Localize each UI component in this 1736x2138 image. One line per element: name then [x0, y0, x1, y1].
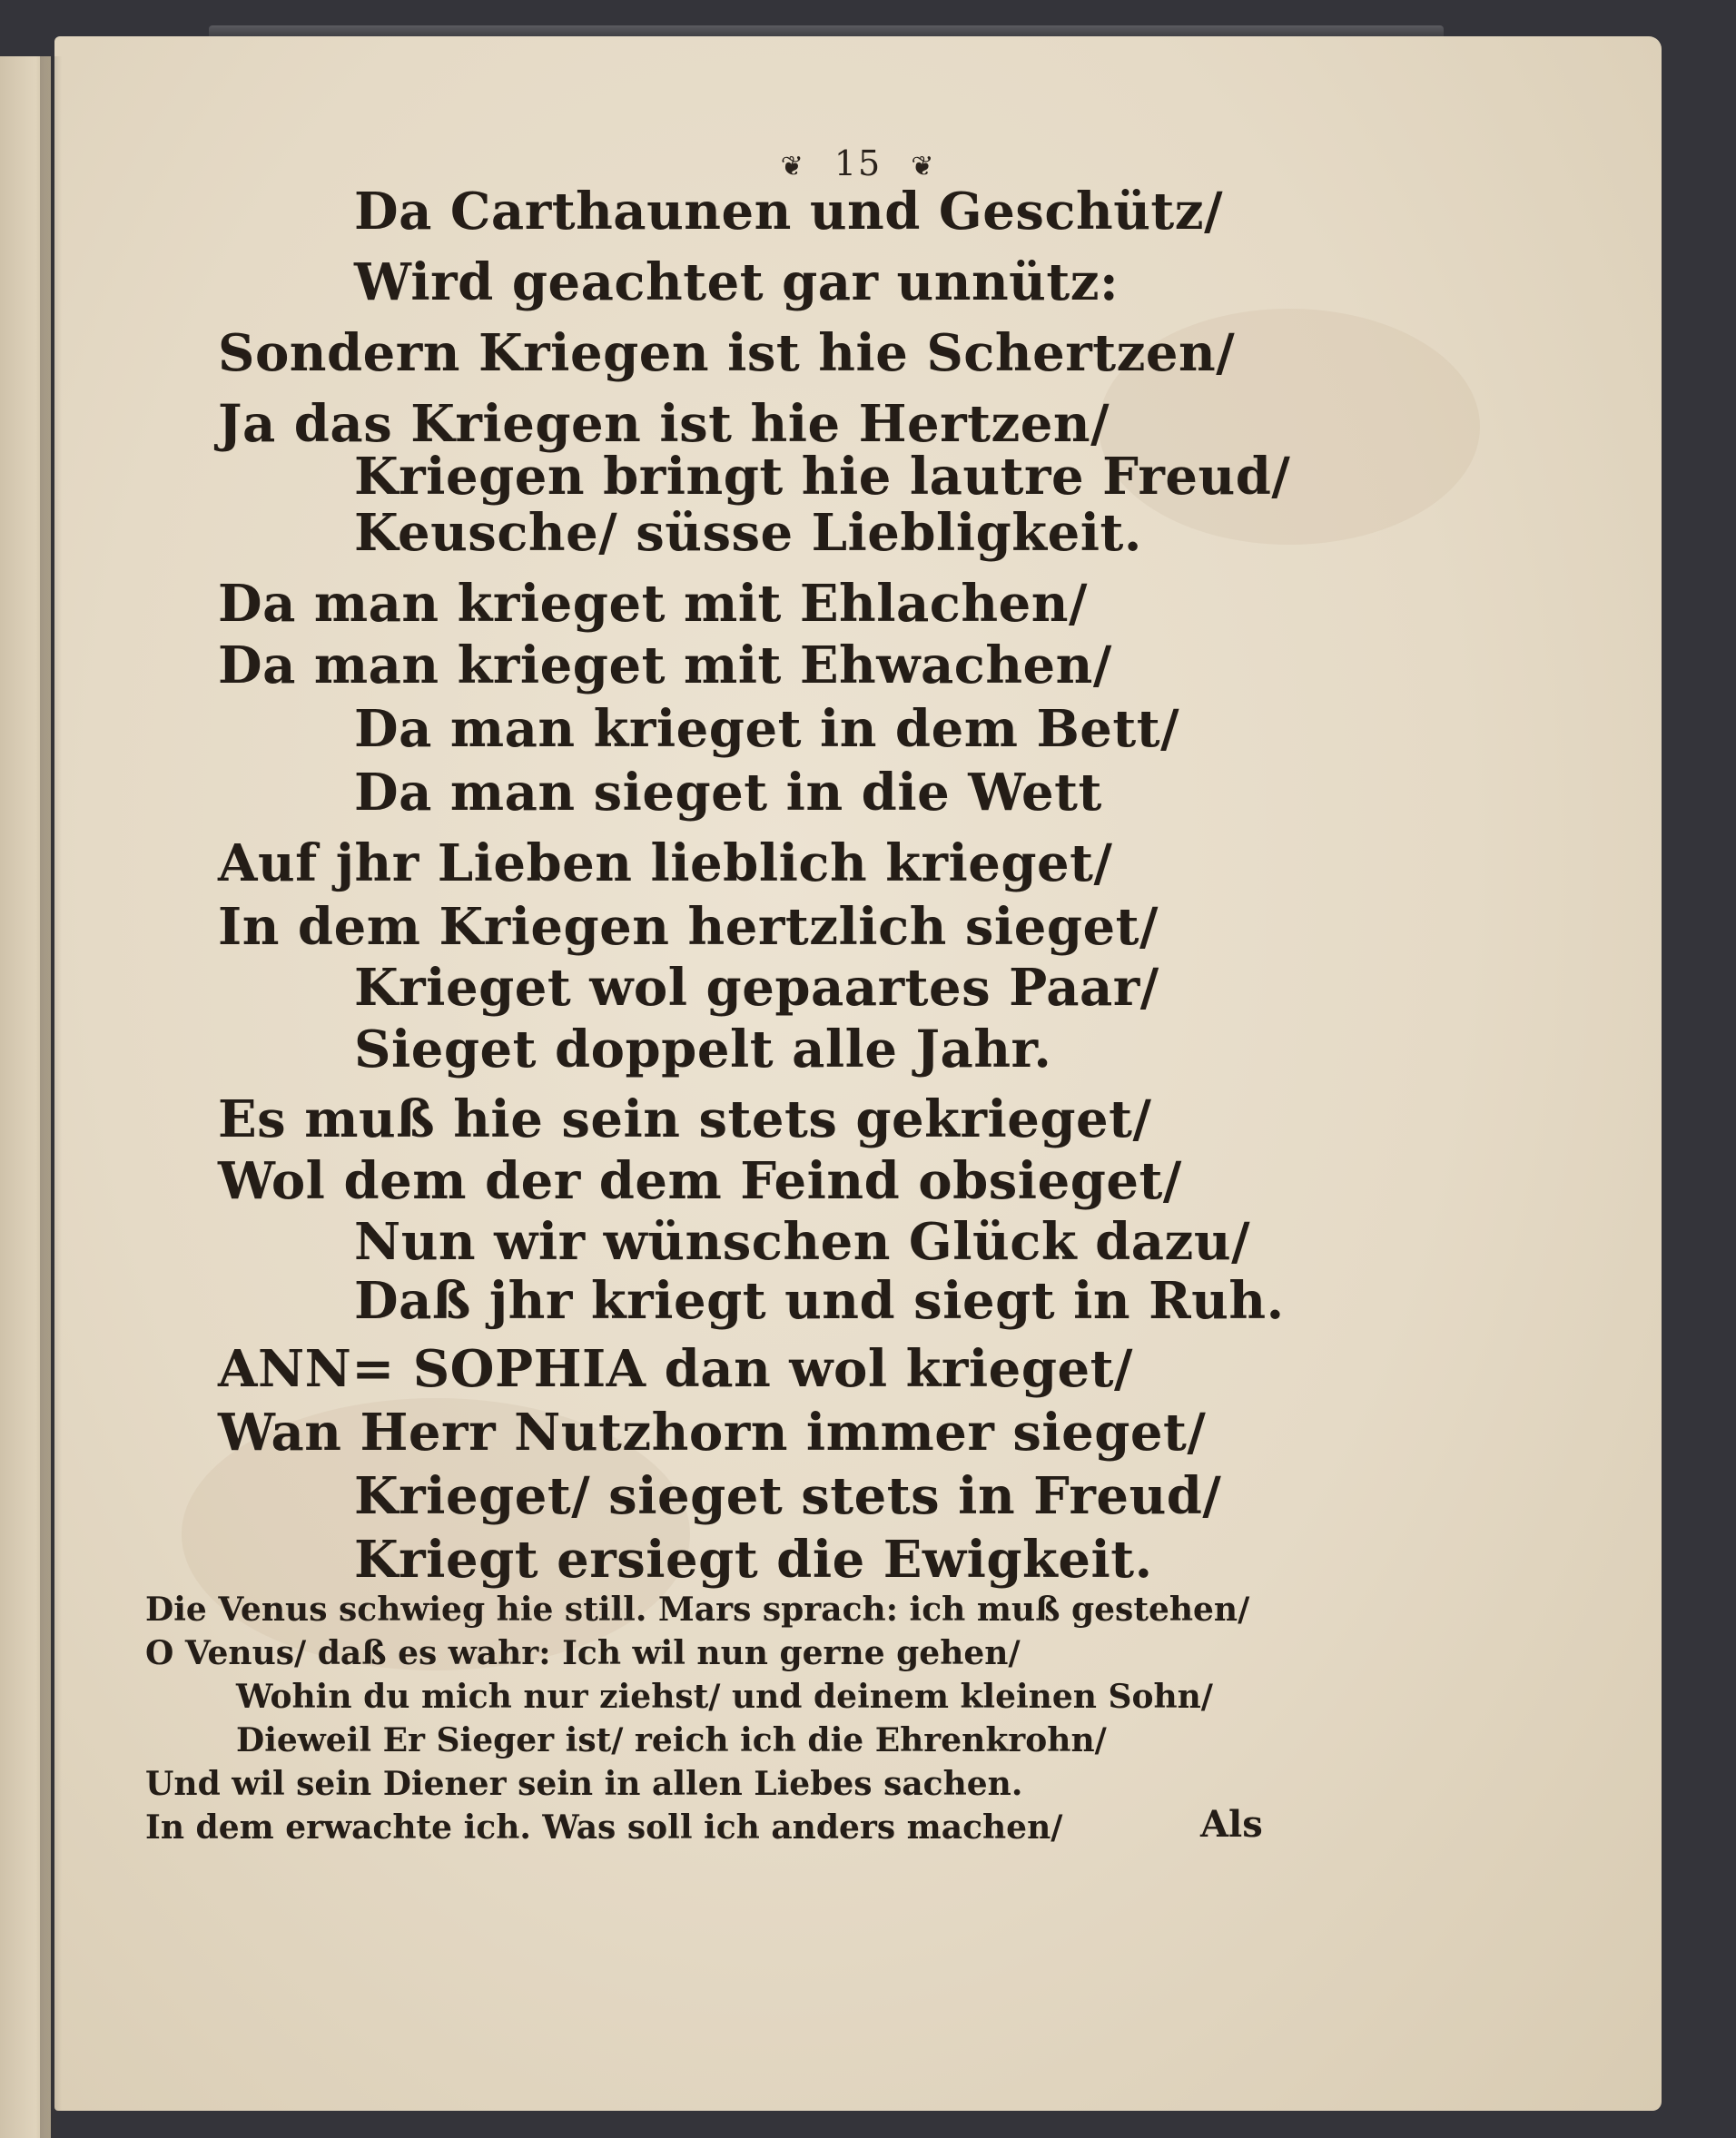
prose-line: Dieweil Er Sieger ist/ reich ich die Ehrenkrohn/: [236, 1721, 1107, 1759]
verse-line: Krieget/ sieget stets in Freud/: [354, 1466, 1222, 1526]
verse-line: Wol dem der dem Feind obsieget/: [218, 1151, 1182, 1211]
prose-line: Die Venus schwieg hie still. Mars sprach: ich muß gestehen/: [145, 1591, 1250, 1629]
catchword: Als: [1200, 1803, 1263, 1846]
page-number: 15: [833, 143, 883, 183]
prose-line: In dem erwachte ich. Was soll ich anders machen/: [145, 1808, 1063, 1847]
verse-line: Sondern Kriegen ist hie Schertzen/: [218, 323, 1236, 383]
verse-line: Daß jhr kriegt und siegt in Ruh.: [354, 1271, 1285, 1331]
ornament-icon: ❦: [780, 151, 805, 182]
verse-line: Krieget wol gepaartes Paar/: [354, 958, 1159, 1018]
verse-line: Keusche/ süsse Liebligkeit.: [354, 503, 1142, 563]
verse-line: Kriegen bringt hie lautre Freud/: [354, 447, 1291, 507]
prose-line: Und wil sein Diener sein in allen Liebes sachen.: [145, 1765, 1023, 1803]
verse-line: Auf jhr Lieben lieblich krieget/: [218, 833, 1113, 893]
verse-line: Da man krieget mit Ehwachen/: [218, 635, 1112, 695]
ornament-icon: ❦: [911, 151, 936, 182]
verse-line: Da man sieget in die Wett: [354, 763, 1102, 823]
verse-line: Ja das Kriegen ist hie Hertzen/: [218, 394, 1110, 454]
verse-line: In dem Kriegen hertzlich sieget/: [218, 897, 1159, 957]
verse-line: Da man krieget in dem Bett/: [354, 699, 1180, 759]
verse-line: Da Carthaunen und Geschütz/: [354, 182, 1224, 241]
book-gutter-shadow: [40, 56, 62, 2138]
book-page: [54, 36, 1662, 2111]
page-header: [54, 143, 1662, 183]
verse-line: ANN= SOPHIA dan wol krieget/: [218, 1339, 1133, 1399]
verse-line: Wan Herr Nutzhorn immer sieget/: [218, 1403, 1207, 1463]
verse-line: Da man krieget mit Ehlachen/: [218, 574, 1088, 634]
verse-line: Nun wir wünschen Glück dazu/: [354, 1212, 1251, 1272]
verse-line: Es muß hie sein stets gekrieget/: [218, 1089, 1152, 1149]
prose-line: Wohin du mich nur ziehst/ und deinem kleinen Sohn/: [236, 1678, 1213, 1716]
verse-line: Wird geachtet gar unnütz:: [354, 252, 1120, 312]
prose-line: O Venus/ daß es wahr: Ich wil nun gerne gehen/: [145, 1634, 1021, 1672]
verse-line: Sieget doppelt alle Jahr.: [354, 1020, 1052, 1079]
verse-line: Kriegt ersiegt die Ewigkeit.: [354, 1530, 1153, 1590]
